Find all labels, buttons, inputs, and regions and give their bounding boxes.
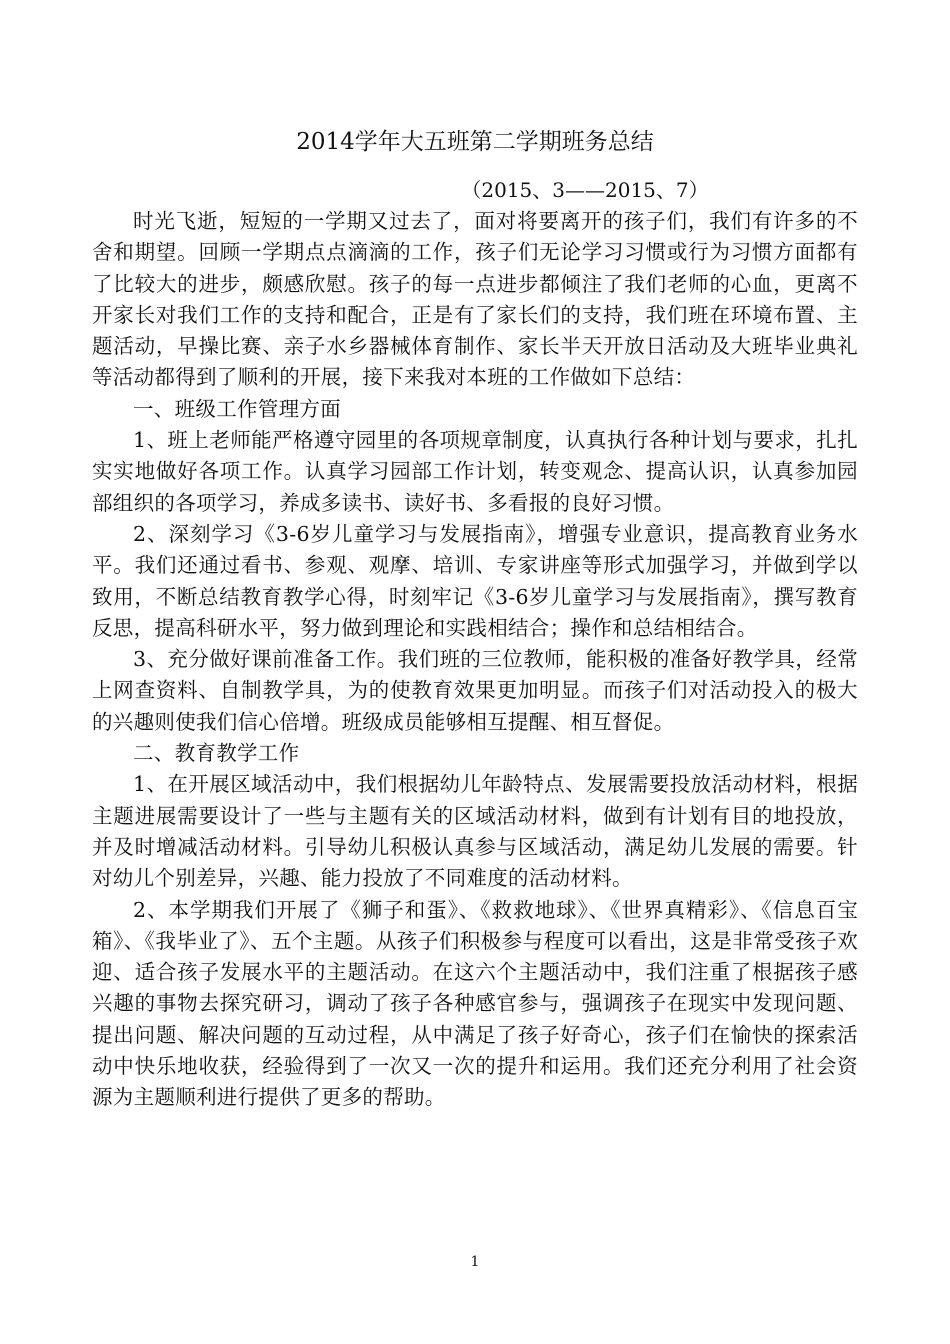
paragraph-management-1: 1、班上老师能严格遵守园里的各项规章制度，认真执行各种计划与要求，扎扎实实地做好各项工作。认真学习园部工作计划，转变观念、提高认识，认真参加园部组织的各项学习，养成多读书、读好书、多看报的良好习惯。 (92, 428, 858, 515)
document-title: 2014学年大五班第二学期班务总结 (296, 129, 654, 155)
date-range: （2015、3——2015、7） (461, 178, 709, 202)
document-body (92, 206, 858, 1114)
paragraph-management-2: 2、深刻学习《3-6岁儿童学习与发展指南》，增强专业意识，提高教育业务水平。我们还通过看书、参观、观摩、培训、专家讲座等形式加强学习，并做到学以致用，不断总结教育教学心得，时刻牢记《3-6岁儿童学习与发展指南》，撰写教育反思，提高科研水平，努力做到理论和实践相结合；操作和总结相结合。 (92, 521, 858, 640)
paragraph-teaching-1: 1、在开展区域活动中，我们根据幼儿年龄特点、发展需要投放活动材料，根据主题进展需要设计了一些与主题有关的区域活动材料，做到有计划有目的地投放，并及时增减活动材料。引导幼儿积极认真参与区域活动，满足幼儿发展的需要。针对幼儿个别差异，兴趣、能力投放了不同难度的活动材料。 (92, 772, 858, 891)
section-heading-teaching: 二、教育教学工作 (133, 741, 300, 766)
paragraph-teaching-2: 2、本学期我们开展了《狮子和蛋》、《救救地球》、《世界真精彩》、《信息百宝箱》、《我毕业了》、五个主题。从孩子们积极参与程度可以看出，这是非常受孩子欢迎、适合孩子发展水平的主题活动。在这六个主题活动中，我们注重了根据孩子感兴趣的事物去探究研习，调动了孩子各种感官参与，强调孩子在现实中发现问题、提出问题、解决问题的互动过程，从中满足了孩子好奇心，孩子们在愉快的探索活动中快乐地收获，经验得到了一次又一次的提升和运用。我们还充分利用了社会资源为主题顺利进行提供了更多的帮助。 (92, 897, 858, 1110)
page-number: 1 (470, 1254, 480, 1270)
section-heading-class-management: 一、班级工作管理方面 (133, 396, 341, 421)
paragraph-management-3: 3、充分做好课前准备工作。我们班的三位教师，能积极的准备好教学具，经常上网查资料、自制教学具，为的使教育效果更加明显。而孩子们对活动投入的极大的兴趣则使我们信心倍增。班级成员能够相互提醒、相互督促。 (92, 647, 858, 734)
paragraph-intro: 时光飞逝，短短的一学期又过去了，面对将要离开的孩子们，我们有许多的不舍和期望。回顾一学期点点滴滴的工作，孩子们无论学习习惯或行为习惯方面都有了比较大的进步，颇感欣慰。孩子的每一点进步都倾注了我们老师的心血，更离不开家长对我们工作的支持和配合，正是有了家长们的支持，我们班在环境布置、主题活动，早操比赛、亲子水乡器械体育制作、家长半天开放日活动及大班毕业典礼等活动都得到了顺利的开展，接下来我对本班的工作做如下总结： (92, 209, 858, 390)
